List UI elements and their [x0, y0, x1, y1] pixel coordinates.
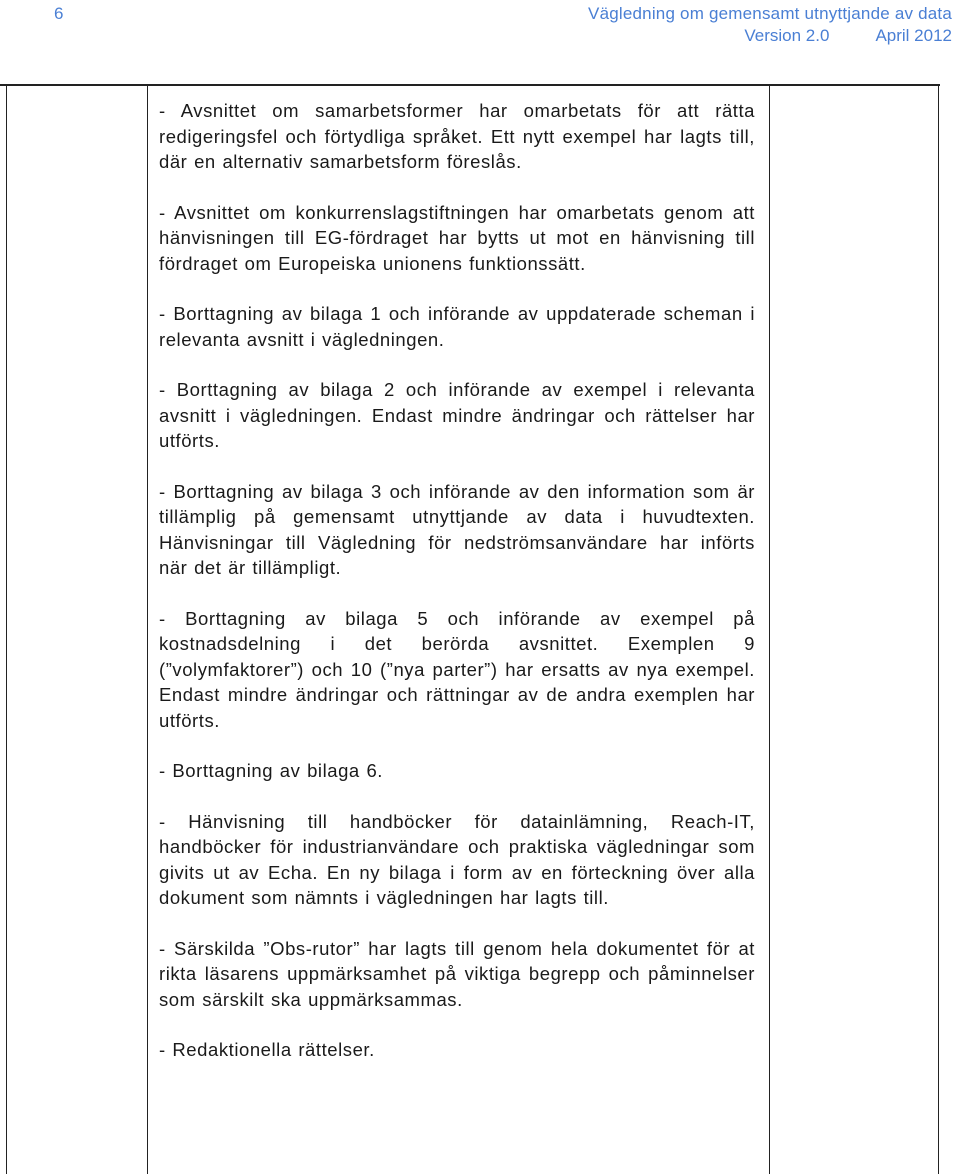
table-column-divider [769, 86, 770, 1174]
document-title: Vägledning om gemensamt utnyttjande av data [588, 4, 952, 23]
revision-note: - Borttagning av bilaga 2 och införande av exempel i relevanta avsnitt i vägledningen. Endast mindre ändringar och rättelser har utförts. [159, 379, 755, 451]
table-column-divider [147, 86, 148, 1174]
revision-note: - Borttagning av bilaga 6. [159, 760, 383, 781]
page-header [0, 0, 960, 60]
table-border-left [6, 86, 7, 1174]
revision-note: - Borttagning av bilaga 3 och införande av den information som är tillämplig på gemensamt utnyttjande av data i huvudtexten. Hänvisningar till Vägledning för nedströmsanvändare har införts när det är tillämpligt. [159, 480, 755, 578]
revision-note: - Hänvisning till handböcker för datainlämning, Reach-IT, handböcker för industrianvändare och praktiska vägledningar som givits ut av Echa. En ny bilaga i form av en förteckning över alla dokument som nämnts i vägledningen har lagts till. [159, 810, 755, 908]
revision-note: - Avsnittet om konkurrenslagstiftningen har omarbetats genom att hänvisningen till EG-fördraget har bytts ut mot en hänvisning till fördraget om Europeiska unionens funktionssätt. [159, 201, 755, 274]
page-number: 6 [54, 4, 64, 23]
version-line [744, 26, 952, 46]
version-date: April 2012 [875, 26, 952, 45]
revision-note: - Borttagning av bilaga 5 och införande av exempel på kostnadsdelning i det berörda avsnittet. Exemplen 9 (”volymfaktorer”) och 10 (”nya parter”) har ersatts av nya exempel. Endast mindre ändringar och rättningar av de andra exemplen har utförts. [159, 607, 755, 731]
table-border-right [938, 86, 939, 1174]
revision-note: - Avsnittet om samarbetsformer har omarbetats för att rätta redigeringsfel och förtydliga språket. Ett nytt exempel har lagts till, där en alternativ samarbetsform föreslås. [159, 100, 755, 172]
revision-notes-cell [159, 98, 755, 1088]
version-label: Version 2.0 [744, 26, 830, 45]
revision-note: - Borttagning av bilaga 1 och införande av uppdaterade scheman i relevanta avsnitt i vägledningen. [159, 303, 755, 350]
revision-note: - Särskilda ”Obs-rutor” har lagts till genom hela dokumentet för at rikta läsarens uppmärksamhet på viktiga begrepp och påminnelser som särskilt ska uppmärksammas. [159, 937, 755, 1010]
revision-note: - Redaktionella rättelser. [159, 1039, 375, 1060]
